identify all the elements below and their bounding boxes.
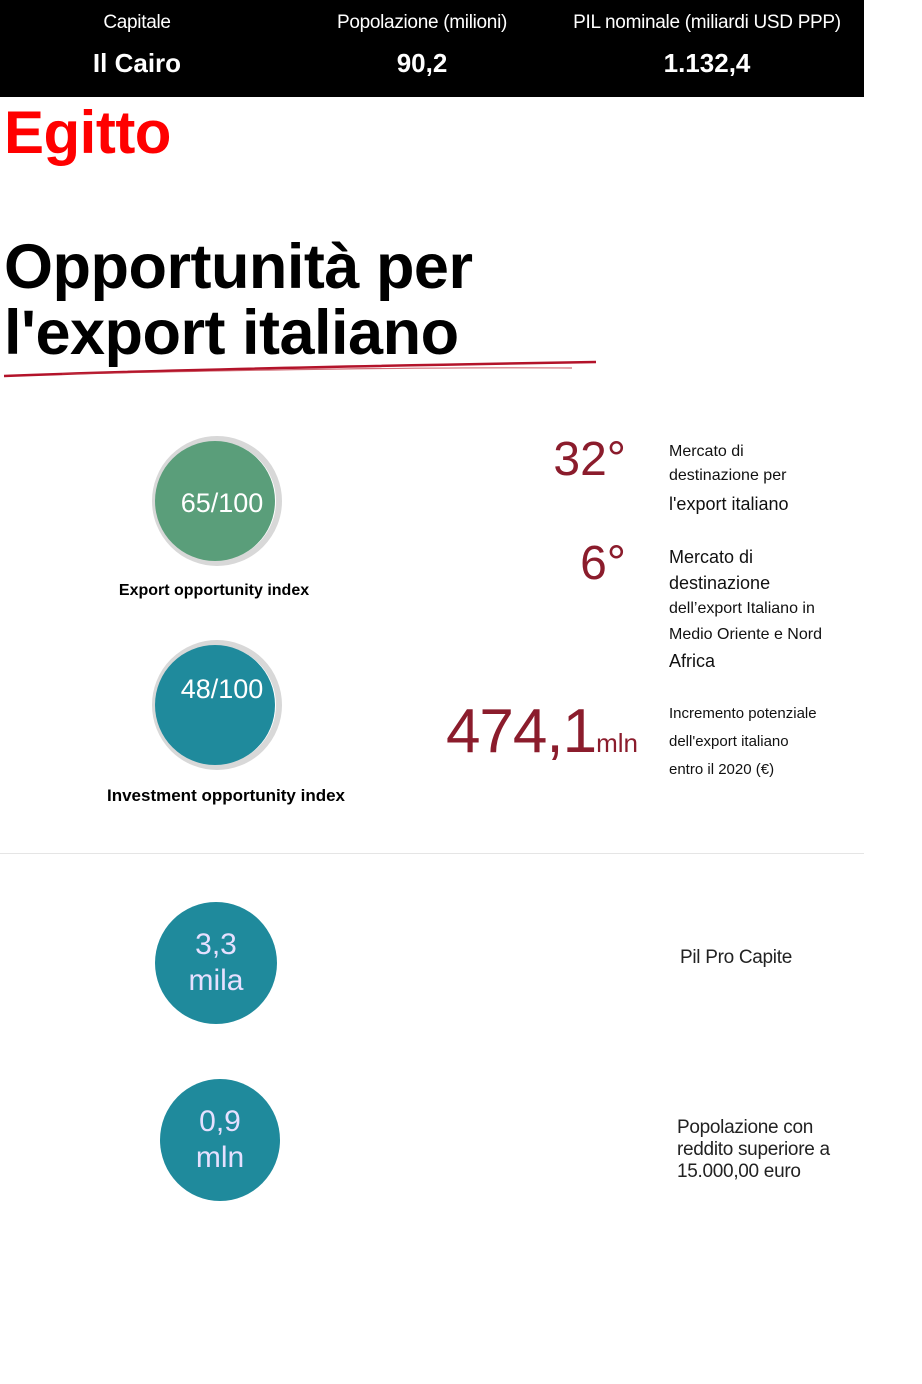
gdp-per-capita-bubble <box>155 902 277 1024</box>
high-income-label-2: reddito superiore a <box>677 1139 830 1160</box>
country-name: Egitto <box>4 99 171 166</box>
gdp-per-capita-label: Pil Pro Capite <box>680 947 792 968</box>
mena-rank-desc-2: destinazione <box>669 573 771 593</box>
population-label: Popolazione (milioni) <box>336 12 508 33</box>
mena-rank-desc-4: Medio Oriente e Nord <box>669 626 822 643</box>
mena-rank-description <box>669 544 822 674</box>
title-underline <box>2 356 602 382</box>
export-index-score: 65/100 <box>180 488 264 518</box>
high-income-unit: mln <box>195 1141 245 1174</box>
export-increase-description <box>669 700 817 784</box>
export-increase-desc-1: Incremento potenziale <box>669 705 817 722</box>
investment-index-gauge <box>152 640 282 770</box>
global-rank-description <box>669 440 789 516</box>
section-divider <box>0 853 864 854</box>
export-increase-value <box>420 696 638 767</box>
mena-rank-desc-3: dell’export Italiano in <box>669 600 815 617</box>
investment-index-label: Investment opportunity index <box>106 786 346 805</box>
high-income-label-1: Popolazione con <box>677 1117 813 1138</box>
gdp-per-capita-value: 3,3 <box>195 928 237 961</box>
mena-rank-value: 6° <box>580 537 626 590</box>
section-title <box>4 234 472 366</box>
high-income-value: 0,9 <box>199 1105 241 1138</box>
mena-rank-desc-5: Africa <box>669 651 716 671</box>
export-increase-unit: mln <box>596 728 638 758</box>
gdp-stat <box>562 12 852 79</box>
export-increase-desc-3: entro il 2020 (€) <box>669 761 775 778</box>
high-income-label-3: 15.000,00 euro <box>677 1161 801 1182</box>
global-rank-value: 32° <box>553 433 626 486</box>
export-index-gauge <box>152 436 282 566</box>
population-stat <box>322 12 522 79</box>
export-increase-desc-2: dell'export italiano <box>669 733 789 750</box>
global-rank-desc-3: l'export italiano <box>669 494 789 514</box>
capital-value: Il Cairo <box>92 48 182 78</box>
population-value: 90,2 <box>396 48 448 78</box>
investment-index-score: 48/100 <box>180 674 264 704</box>
capital-stat <box>62 12 212 79</box>
gdp-per-capita-unit: mila <box>188 964 244 997</box>
export-index-label: Export opportunity index <box>118 582 310 599</box>
capital-label: Capitale <box>103 12 171 33</box>
section-title-line2: l'export italiano <box>4 298 459 368</box>
high-income-bubble <box>160 1079 280 1201</box>
high-income-label <box>677 1117 830 1183</box>
country-stats-bar <box>0 0 864 97</box>
mena-rank-desc-1: Mercato di <box>669 547 754 567</box>
global-rank-desc-1: Mercato di <box>669 443 744 460</box>
gdp-value: 1.132,4 <box>663 48 751 78</box>
global-rank-desc-2: destinazione per <box>669 467 787 484</box>
section-title-line1: Opportunità per <box>4 232 473 302</box>
gdp-label: PIL nominale (miliardi USD PPP) <box>573 12 841 33</box>
export-increase-number: 474,1 <box>445 697 597 766</box>
